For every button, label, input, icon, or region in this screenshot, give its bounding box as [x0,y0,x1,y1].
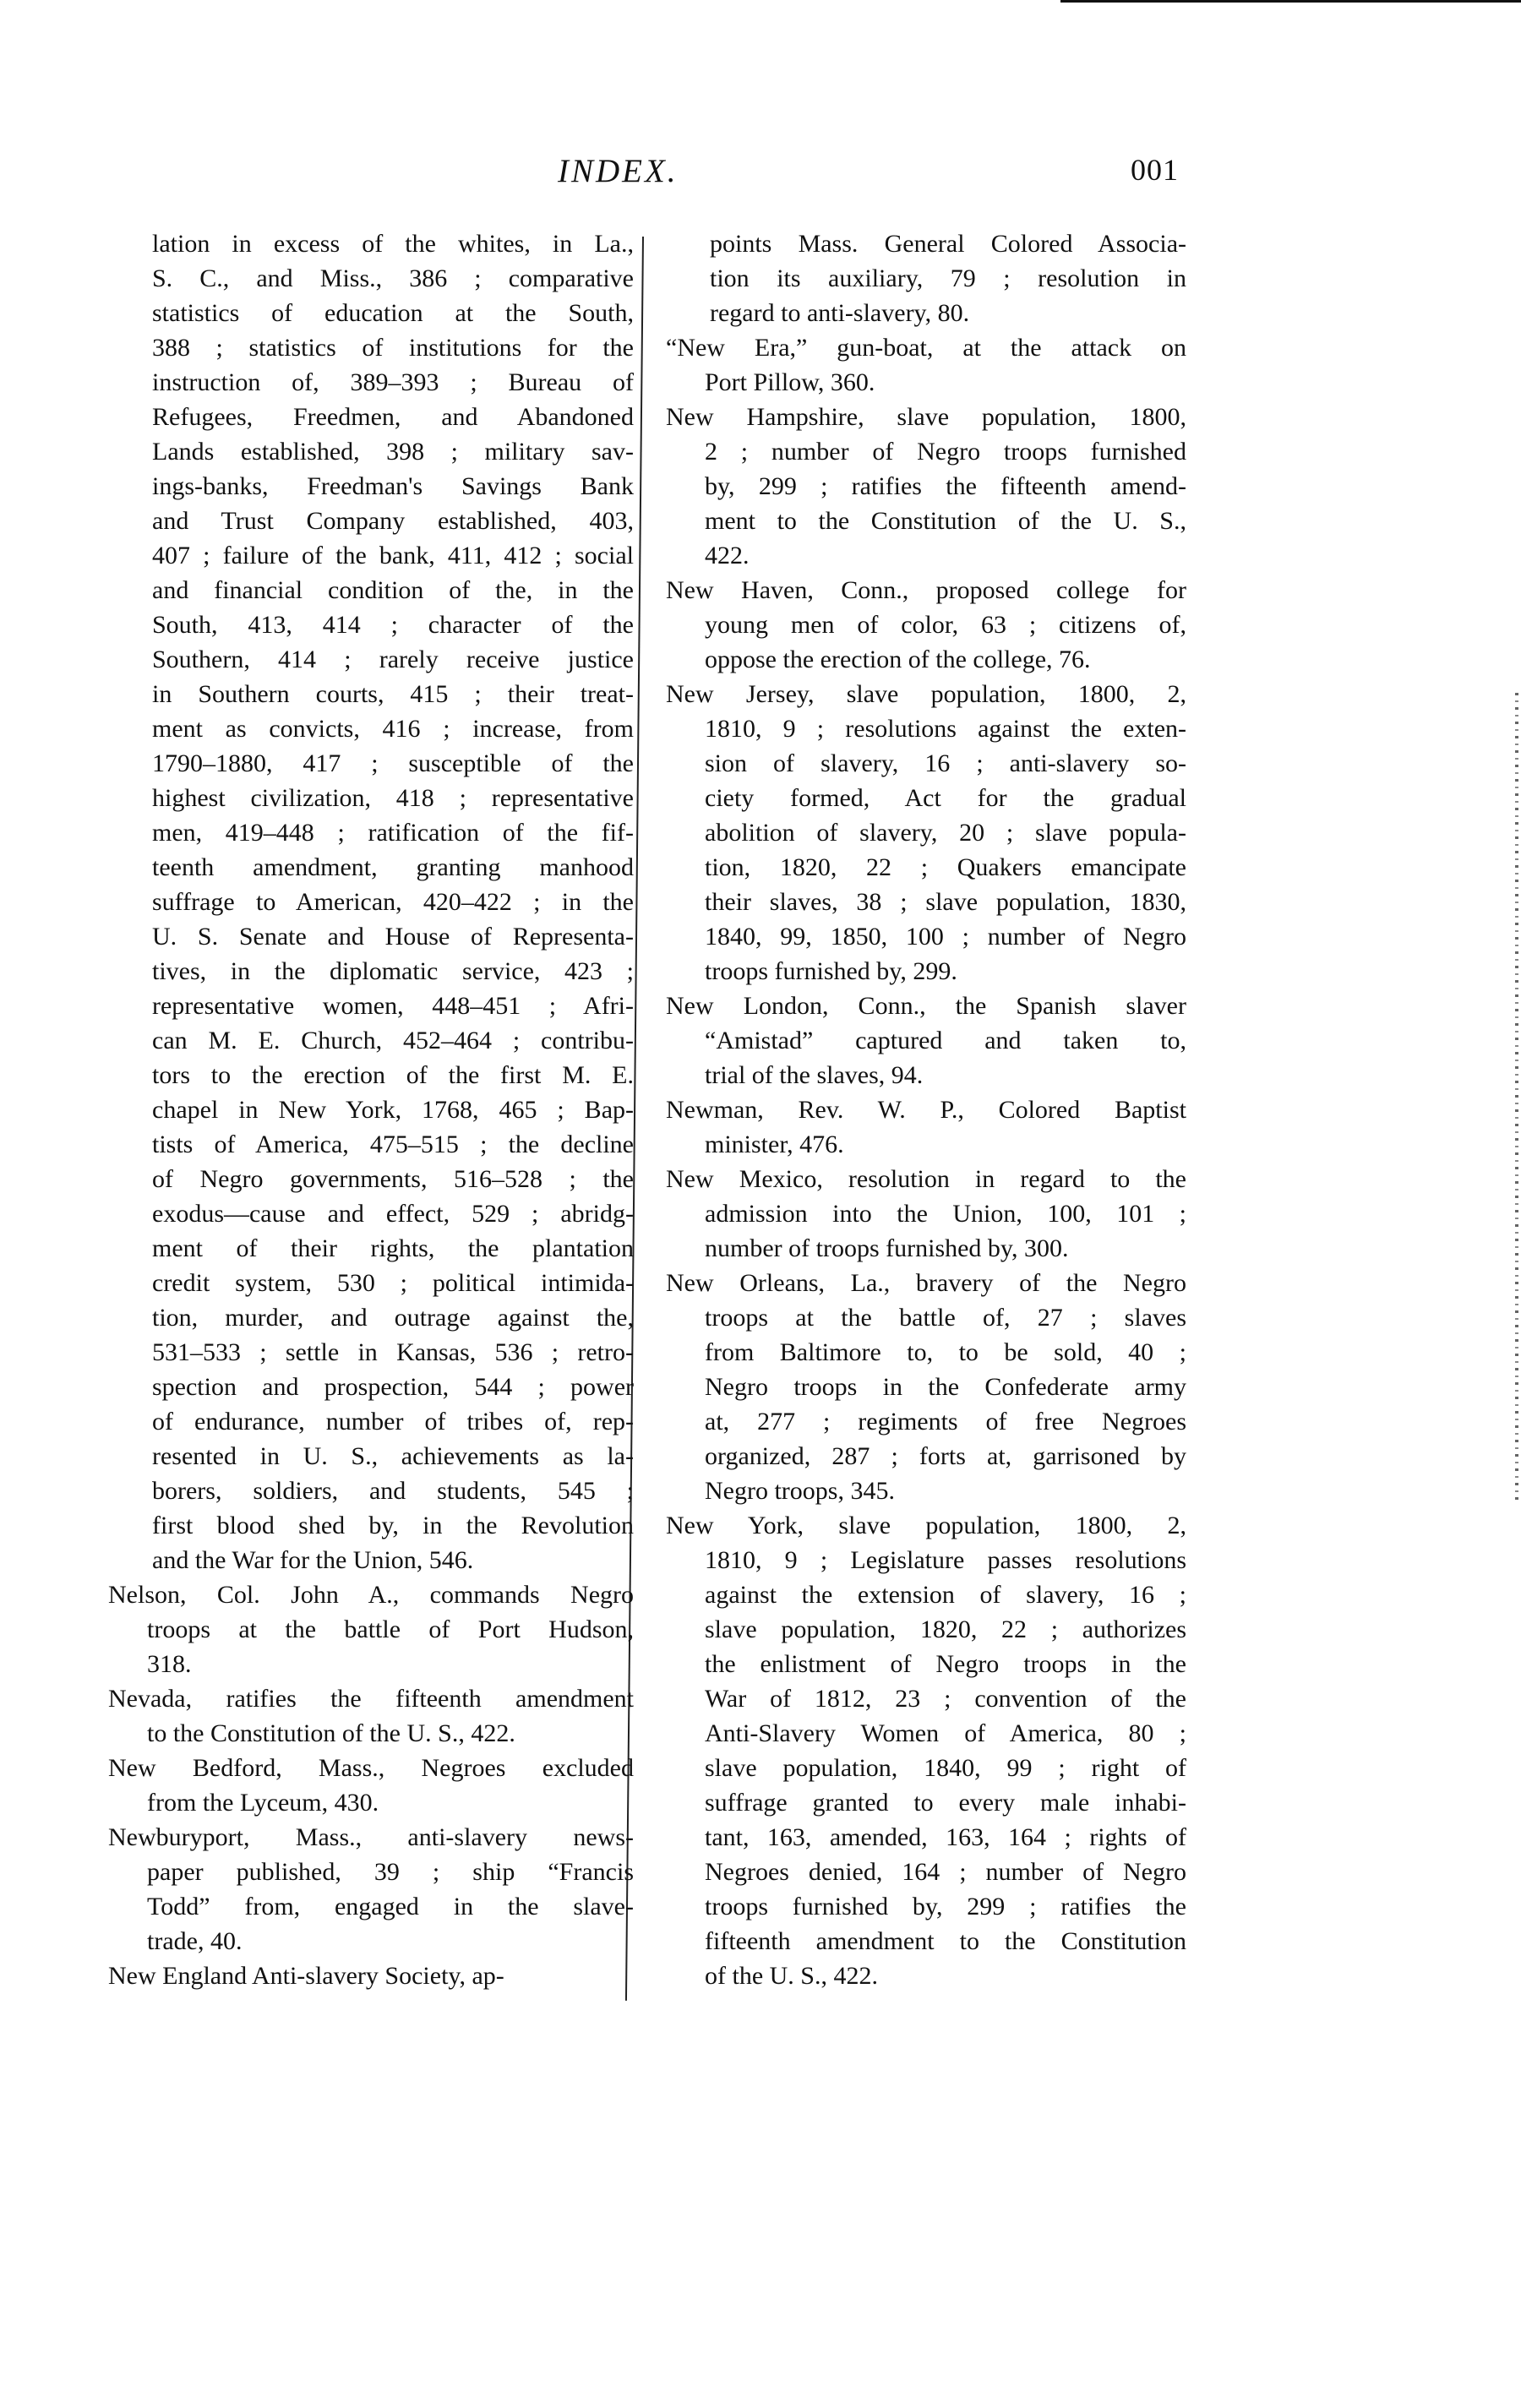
index-entry-line: tant, 163, amended, 163, 164 ; rights of [705,1823,1186,1851]
index-entry-line: ings-banks, Freedman's Savings Bank [152,472,634,500]
index-entry-line: 1810, 9 ; Legislature passes resolutions [705,1546,1186,1574]
index-column-right [666,226,1186,1993]
index-entry-line: tives, in the diplomatic service, 423 ; [152,957,634,985]
index-entry-line: lation in excess of the whites, in La., [152,230,634,258]
index-entry-head-line: New Haven, Conn., proposed college for [666,576,1186,604]
index-entry-line: against the extension of slavery, 16 ; [705,1581,1186,1609]
index-entry-head-line: New York, slave population, 1800, 2, [666,1512,1186,1539]
index-entry [666,1092,1186,1162]
index-entry-line: the enlistment of Negro troops in the [705,1650,1186,1678]
index-entry-line: organized, 287 ; forts at, garrisoned by [705,1442,1186,1470]
index-entry-line: and the War for the Union, 546. [152,1546,474,1574]
index-entry-line: in Southern courts, 415 ; their treat- [152,680,634,708]
index-entry-line: and Trust Company established, 403, [152,507,634,535]
index-entry [108,1820,634,1959]
index-entry [108,226,634,1577]
index-column-left [108,226,634,1993]
index-entry-line: troops furnished by, 299. [705,957,957,985]
scan-edge-top [1060,0,1521,3]
index-entry-line: chapel in New York, 1768, 465 ; Bap- [152,1096,634,1124]
index-entry [666,1162,1186,1266]
index-entry-head-line: New Jersey, slave population, 1800, 2, [666,680,1186,708]
index-entry [666,1266,1186,1508]
index-entry-line: suffrage to American, 420–422 ; in the [152,888,634,916]
index-entry-line: Refugees, Freedmen, and Abandoned [152,403,634,431]
index-entry-line: Anti-Slavery Women of America, 80 ; [705,1719,1186,1747]
index-entry [666,989,1186,1092]
index-entry-line: of Negro governments, 516–528 ; the [152,1165,634,1193]
index-entry-line: men, 419–448 ; ratification of the fif- [152,819,634,847]
index-entry-line: credit system, 530 ; political intimida- [152,1269,634,1297]
index-entry-line: Negro troops, 345. [705,1477,895,1505]
index-entry-line: War of 1812, 23 ; convention of the [705,1685,1186,1713]
index-entry-head-line: Nevada, ratifies the fifteenth amendment [108,1685,634,1713]
page-number: 001 [1131,153,1179,187]
index-entry [666,330,1186,400]
index-entry-line: from Baltimore to, to be sold, 40 ; [705,1338,1186,1366]
index-entry-line: resented in U. S., achievements as la- [152,1442,634,1470]
index-entry-line: “Amistad” captured and taken to, [705,1027,1186,1054]
index-entry-line: troops at the battle of Port Hudson, [147,1615,634,1643]
index-entry-line: troops at the battle of, 27 ; slaves [705,1304,1186,1332]
index-entry-line: abolition of slavery, 20 ; slave popula- [705,819,1186,847]
index-entry-line: paper published, 39 ; ship “Francis [147,1858,634,1886]
index-entry-line: minister, 476. [705,1130,844,1158]
index-entry-line: 1790–1880, 417 ; susceptible of the [152,749,634,777]
running-head [0,152,1521,194]
index-entry-line: tion, murder, and outrage against the, [152,1304,634,1332]
index-entry-line: first blood shed by, in the Revolution [152,1512,634,1539]
index-entry-line: tists of America, 475–515 ; the decline [152,1130,634,1158]
index-entry-line: points Mass. General Colored Associa- [710,230,1186,258]
index-entry-line: instruction of, 389–393 ; Bureau of [152,368,634,396]
index-entry-line: ciety formed, Act for the gradual [705,784,1186,812]
index-entry-head-line: New Hampshire, slave population, 1800, [666,403,1186,431]
index-entry-line: number of troops furnished by, 300. [705,1234,1069,1262]
index-entry-line: S. C., and Miss., 386 ; comparative [152,264,634,292]
index-entry-head-line: “New Era,” gun-boat, at the attack on [666,334,1186,362]
index-entry-line: to the Constitution of the U. S., 422. [147,1719,515,1747]
index-entry-line: of the U. S., 422. [705,1962,878,1990]
index-entry-head-line: New Orleans, La., bravery of the Negro [666,1269,1186,1297]
index-entry-head-line: New Bedford, Mass., Negroes excluded [108,1754,634,1782]
index-entry-line: trade, 40. [147,1927,243,1955]
index-entry-line: ment of their rights, the plantation [152,1234,634,1262]
index-entry-line: teenth amendment, granting manhood [152,853,634,881]
index-entry-line: spection and prospection, 544 ; power [152,1373,634,1401]
index-entry-line: troops furnished by, 299 ; ratifies the [705,1893,1186,1920]
index-entry-line: admission into the Union, 100, 101 ; [705,1200,1186,1228]
index-entry-line: and financial condition of the, in the [152,576,634,604]
index-entry-line: oppose the erection of the college, 76. [705,646,1091,673]
index-entry-line: 1840, 99, 1850, 100 ; number of Negro [705,923,1186,951]
index-entry-line: fifteenth amendment to the Constitution [705,1927,1186,1955]
index-entry-head-line: Newman, Rev. W. P., Colored Baptist [666,1096,1186,1124]
index-entry-line: their slaves, 38 ; slave population, 1830, [705,888,1186,916]
index-entry-line: regard to anti-slavery, 80. [710,299,970,327]
index-entry-line: borers, soldiers, and students, 545 ; [152,1477,634,1505]
index-entry-line: Port Pillow, 360. [705,368,875,396]
index-entry-line: U. S. Senate and House of Representa- [152,923,634,951]
index-entry-line: Negro troops in the Confederate army [705,1373,1186,1401]
index-entry [666,226,1186,330]
index-entry-line: by, 299 ; ratifies the fifteenth amend- [705,472,1186,500]
index-entry [108,1959,634,1993]
index-entry-line: Negroes denied, 164 ; number of Negro [705,1858,1186,1886]
index-entry-head-line: Newburyport, Mass., anti-slavery news- [108,1823,634,1851]
index-entry-line: exodus—cause and effect, 529 ; abridg- [152,1200,634,1228]
index-entry-line: 2 ; number of Negro troops furnished [705,438,1186,466]
index-entry-line: at, 277 ; regiments of free Negroes [705,1408,1186,1436]
index-entry-line: tion its auxiliary, 79 ; resolution in [710,264,1186,292]
index-entry-line: ment to the Constitution of the U. S., [705,507,1186,535]
index-entry [108,1681,634,1751]
index-entry-line: 531–533 ; settle in Kansas, 536 ; retro- [152,1338,634,1366]
index-entry-line: slave population, 1840, 99 ; right of [705,1754,1186,1782]
index-entry [666,1508,1186,1993]
index-entry-line: statistics of education at the South, [152,299,634,327]
index-entry-line: Southern, 414 ; rarely receive justice [152,646,634,673]
index-entry-line: highest civilization, 418 ; representative [152,784,634,812]
index-entry-line: Todd” from, engaged in the slave- [147,1893,634,1920]
index-entry-line: 422. [705,542,750,569]
index-entry-line: 1810, 9 ; resolutions against the exten- [705,715,1186,743]
index-entry-line: 407 ; failure of the bank, 411, 412 ; social [152,542,634,569]
index-entry-line: Lands established, 398 ; military sav- [152,438,634,466]
index-entry-line: young men of color, 63 ; citizens of, [705,611,1186,639]
index-entry [666,573,1186,677]
index-entry [108,1751,634,1820]
index-entry-line: can M. E. Church, 452–464 ; contribu- [152,1027,634,1054]
index-entry-line: representative women, 448–451 ; Afri- [152,992,634,1020]
index-entry-head-line: New Mexico, resolution in regard to the [666,1165,1186,1193]
index-entry [666,677,1186,989]
index-entry-head-line: New England Anti-slavery Society, ap- [108,1962,504,1990]
index-entry-line: South, 413, 414 ; character of the [152,611,634,639]
index-entry-line: 318. [147,1650,192,1678]
index-entry-line: trial of the slaves, 94. [705,1061,924,1089]
index-entry-head-line: Nelson, Col. John A., commands Negro [108,1581,634,1609]
index-entry-line: tion, 1820, 22 ; Quakers emancipate [705,853,1186,881]
index-entry [108,1577,634,1681]
index-entry-line: from the Lyceum, 430. [147,1789,379,1817]
scan-edge-right [1515,693,1518,1504]
index-entry-line: slave population, 1820, 22 ; authorizes [705,1615,1186,1643]
index-entry-line: sion of slavery, 16 ; anti-slavery so- [705,749,1186,777]
index-entry-line: ment as convicts, 416 ; increase, from [152,715,634,743]
index-entry-line: 388 ; statistics of institutions for the [152,334,634,362]
running-head-title: INDEX. [558,153,679,189]
index-entry-head-line: New London, Conn., the Spanish slaver [666,992,1186,1020]
index-entry-line: suffrage granted to every male inhabi- [705,1789,1186,1817]
index-entry-line: of endurance, number of tribes of, rep- [152,1408,634,1436]
index-entry [666,400,1186,573]
index-entry-line: tors to the erection of the first M. E. [152,1061,634,1089]
